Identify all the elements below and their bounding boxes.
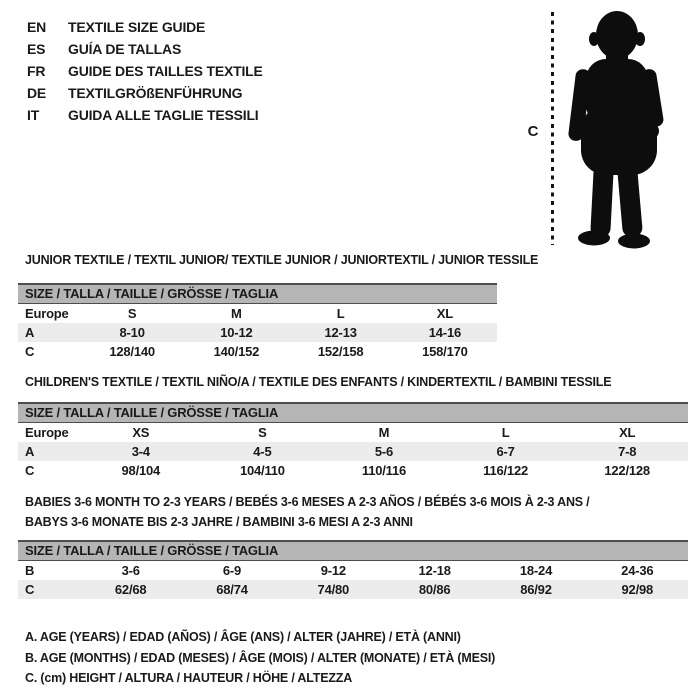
row-label: C bbox=[25, 582, 35, 597]
size-cell: 122/128 bbox=[604, 463, 650, 478]
table-title: JUNIOR TEXTILE / TEXTIL JUNIOR/ TEXTILE JUNIOR / JUNIORTEXTIL / JUNIOR TESSILE bbox=[25, 253, 539, 267]
size-cell: 98/104 bbox=[121, 463, 161, 478]
language-code: FR bbox=[27, 63, 46, 79]
size-cell: 10-12 bbox=[220, 325, 253, 340]
size-cell: 24-36 bbox=[621, 563, 654, 578]
size-cell: 104/110 bbox=[239, 463, 285, 478]
size-cell: 18-24 bbox=[519, 563, 553, 578]
size-cell: L bbox=[336, 306, 345, 321]
language-row bbox=[27, 38, 263, 60]
size-cell: M bbox=[231, 306, 242, 321]
size-cell: 8-10 bbox=[119, 325, 145, 340]
row-label: C bbox=[25, 463, 35, 478]
table-row bbox=[18, 323, 497, 342]
table-row bbox=[18, 342, 497, 361]
size-cell: 74/80 bbox=[317, 582, 350, 597]
size-table-section bbox=[18, 492, 688, 599]
language-code: IT bbox=[27, 107, 40, 123]
size-cell: 110/116 bbox=[361, 463, 407, 478]
size-cell: 6-7 bbox=[496, 444, 515, 459]
legend-line-c: C. (cm) HEIGHT / ALTURA / HAUTEUR / HÖHE / ALTEZZA bbox=[25, 671, 353, 685]
row-label: C bbox=[25, 344, 35, 359]
size-cell: 128/140 bbox=[109, 344, 155, 359]
height-measure-dotted-line bbox=[551, 12, 554, 245]
size-header-band: SIZE / TALLA / TAILLE / GRÖSSE / TAGLIA bbox=[18, 540, 688, 561]
size-cell: 9-12 bbox=[320, 563, 346, 578]
row-label: A bbox=[25, 444, 35, 459]
language-row bbox=[27, 16, 263, 38]
size-cell: 12-18 bbox=[418, 563, 451, 578]
language-code: ES bbox=[27, 41, 46, 57]
size-cell: XL bbox=[436, 306, 453, 321]
measurement-legend bbox=[25, 627, 495, 689]
size-cell: M bbox=[378, 425, 390, 440]
size-cell: 68/74 bbox=[216, 582, 248, 597]
size-cell: 4-5 bbox=[253, 444, 272, 459]
row-label: B bbox=[25, 563, 35, 578]
size-header-band: SIZE / TALLA / TAILLE / GRÖSSE / TAGLIA bbox=[18, 283, 497, 304]
size-cell: S bbox=[127, 306, 137, 321]
size-cell: XS bbox=[132, 425, 150, 440]
height-measure-label: C bbox=[527, 123, 539, 140]
size-cell: 3-4 bbox=[131, 444, 150, 459]
size-cell: 80/86 bbox=[418, 582, 451, 597]
table-row bbox=[18, 461, 688, 480]
legend-line-a: A. AGE (YEARS) / EDAD (AÑOS) / ÂGE (ANS) / ALTER (JAHRE) / ETÀ (ANNI) bbox=[25, 630, 461, 644]
language-title: TEXTILGRÖßENFÜHRUNG bbox=[68, 85, 243, 101]
size-cell: 86/92 bbox=[520, 582, 552, 597]
size-cell: 7-8 bbox=[618, 444, 637, 459]
size-cell: 158/170 bbox=[422, 344, 468, 359]
size-cell: 14-16 bbox=[428, 325, 461, 340]
table-row bbox=[18, 304, 497, 323]
toddler-silhouette-icon bbox=[556, 5, 694, 250]
language-title: GUIDA ALLE TAGLIE TESSILI bbox=[68, 107, 259, 123]
table-row bbox=[18, 423, 688, 442]
legend-line-b: B. AGE (MONTHS) / EDAD (MESES) / ÂGE (MOIS) / ALTER (MONATE) / ETÀ (MESI) bbox=[25, 650, 496, 665]
table-title: BABIES 3-6 MONTH TO 2-3 YEARS / BEBÉS 3-6 MESES A 2-3 AÑOS / BÉBÉS 3-6 MOIS À 2-3 ANS / bbox=[25, 495, 590, 509]
table-title: CHILDREN'S TEXTILE / TEXTIL NIÑO/A / TEXTILE DES ENFANTS / KINDERTEXTIL / BAMBINI TESSILE bbox=[25, 375, 612, 389]
size-cell: 92/98 bbox=[621, 582, 654, 597]
language-code: EN bbox=[27, 19, 47, 35]
size-cell: 152/158 bbox=[317, 344, 364, 359]
table-title: BABYS 3-6 MONATE BIS 2-3 JAHRE / BAMBINI 3-6 MESI A 2-3 ANNI bbox=[25, 515, 413, 529]
table-row bbox=[18, 580, 688, 599]
language-title: GUIDE DES TAILLES TEXTILE bbox=[68, 63, 263, 79]
size-header-band: SIZE / TALLA / TAILLE / GRÖSSE / TAGLIA bbox=[18, 402, 688, 423]
language-title-list bbox=[27, 16, 263, 126]
language-row bbox=[27, 104, 263, 126]
size-cell: L bbox=[501, 425, 510, 440]
table-row bbox=[18, 442, 688, 461]
row-label: Europe bbox=[25, 425, 69, 440]
size-table-section bbox=[18, 250, 539, 361]
size-cell: 62/68 bbox=[114, 582, 147, 597]
language-row bbox=[27, 82, 263, 104]
size-cell: 12-13 bbox=[324, 325, 357, 340]
size-cell: 140/152 bbox=[213, 344, 260, 359]
language-row bbox=[27, 60, 263, 82]
language-title: TEXTILE SIZE GUIDE bbox=[68, 19, 206, 35]
size-cell: 6-9 bbox=[222, 563, 242, 578]
language-title: GUÍA DE TALLAS bbox=[68, 41, 182, 57]
size-cell: 116/122 bbox=[483, 463, 529, 478]
row-label: A bbox=[25, 325, 35, 340]
size-table-section bbox=[18, 372, 688, 480]
language-code: DE bbox=[27, 85, 47, 101]
row-label: Europe bbox=[25, 306, 69, 321]
size-cell: XL bbox=[619, 425, 636, 440]
table-row bbox=[18, 561, 688, 580]
size-cell: 3-6 bbox=[121, 563, 140, 578]
size-cell: S bbox=[258, 425, 267, 440]
size-cell: 5-6 bbox=[374, 444, 394, 459]
